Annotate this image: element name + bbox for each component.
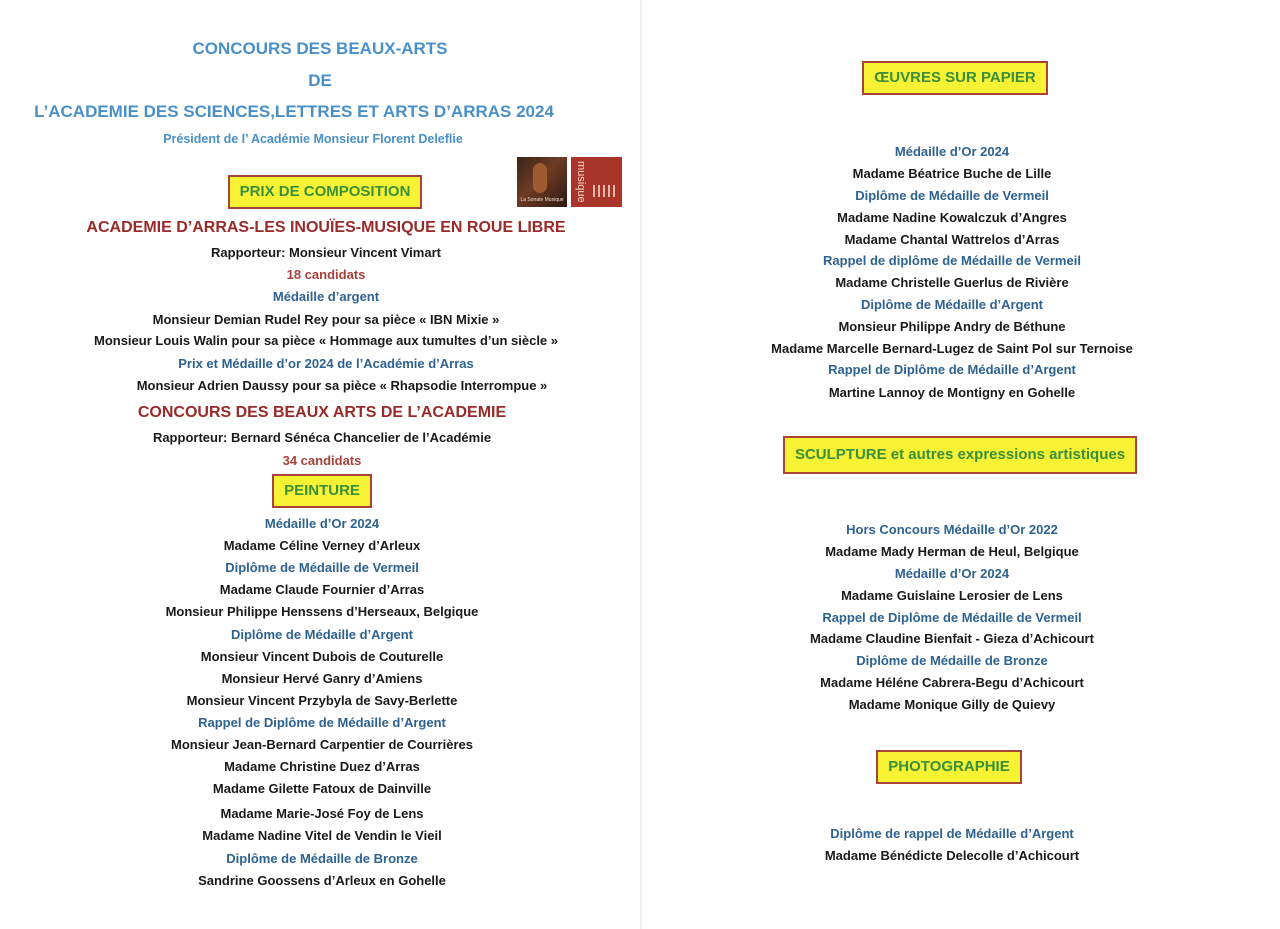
award-diplome-argent: Diplôme de Médaille d’Argent xyxy=(230,627,414,642)
laureate-herman: Madame Mady Herman de Heul, Belgique xyxy=(825,544,1079,559)
award-vermeil: Diplôme de Médaille de Vermeil xyxy=(855,188,1049,203)
laureate-ganry: Monsieur Hervé Ganry d’Amiens xyxy=(221,671,423,686)
award-bronze: Diplôme de Médaille de Bronze xyxy=(226,851,418,866)
laureate-rudel: Monsieur Demian Rudel Rey pour sa pièce « IBN Mixie » xyxy=(152,312,500,327)
president-line: Président de l’ Académie Monsieur Florent Deleflie xyxy=(163,132,463,146)
award-or-2024-sculpture: Médaille d’Or 2024 xyxy=(894,566,1010,581)
box-oeuvres-sur-papier: ŒUVRES SUR PAPIER xyxy=(862,61,1047,95)
rapporteur-arts: Rapporteur: Bernard Sénéca Chancelier de l’Académie xyxy=(152,430,492,445)
section-beaux-arts-title: CONCOURS DES BEAUX ARTS DE L’ACADEMIE xyxy=(137,404,507,421)
laureate-cabrera: Madame Héléne Cabrera-Begu d’Achicourt xyxy=(820,675,1084,690)
award-rappel-argent: Rappel de Diplôme de Médaille d’Argent xyxy=(198,715,446,730)
logo-musique-image: musique xyxy=(571,157,622,207)
laureate-vitel: Madame Nadine Vitel de Vendin le Vieil xyxy=(202,828,442,843)
laureate-walin: Monsieur Louis Walin pour sa pièce « Hommage aux tumultes d’un siècle » xyxy=(93,333,558,348)
rapporteur-music: Rapporteur: Monsieur Vincent Vimart xyxy=(211,245,441,260)
award-hors-concours: Hors Concours Médaille d’Or 2022 xyxy=(846,522,1058,537)
laureate-kowalczuk: Madame Nadine Kowalczuk d’Angres xyxy=(837,210,1067,225)
laureate-duez: Madame Christine Duez d’Arras xyxy=(224,759,420,774)
laureate-andry: Monsieur Philippe Andry de Béthune xyxy=(838,319,1066,334)
laureate-henssens: Monsieur Philippe Henssens d’Herseaux, Belgique xyxy=(165,604,479,619)
laureate-daussy: Monsieur Adrien Daussy pour sa pièce « Rhapsodie Interrompue » xyxy=(136,378,548,393)
candidates-music: 18 candidats xyxy=(286,267,366,282)
candidates-arts: 34 candidats xyxy=(282,453,362,468)
box-peinture: PEINTURE xyxy=(272,474,372,508)
title-line-1: CONCOURS DES BEAUX-ARTS xyxy=(192,39,448,58)
laureate-fournier: Madame Claude Fournier d’Arras xyxy=(219,582,425,597)
laureate-fatoux: Madame Gilette Fatoux de Dainville xyxy=(212,781,432,796)
laureate-verney: Madame Céline Verney d’Arleux xyxy=(223,538,421,553)
laureate-foy: Madame Marie-José Foy de Lens xyxy=(220,806,424,821)
laureate-bienfait: Madame Claudine Bienfait - Gieza d’Achicourt xyxy=(810,631,1094,646)
laureate-dubois: Monsieur Vincent Dubois de Couturelle xyxy=(200,649,444,664)
laureate-bernard-lugez: Madame Marcelle Bernard-Lugez de Saint Pol sur Ternoise xyxy=(771,341,1133,356)
box-sculpture-wrap xyxy=(640,436,1280,474)
laureate-lannoy: Martine Lannoy de Montigny en Gohelle xyxy=(828,385,1076,400)
section-music-title: ACADEMIE D’ARRAS-LES INOUÏES-MUSIQUE EN ROUE LIBRE xyxy=(86,219,566,236)
right-page xyxy=(640,0,1280,929)
laureate-delecolle: Madame Bénédicte Delecolle d’Achicourt xyxy=(824,848,1080,863)
logo-violin-image: La Sonate Musique xyxy=(517,157,567,207)
award-rappel-argent: Rappel de Diplôme de Médaille d’Argent xyxy=(828,362,1076,377)
box-peinture-wrap xyxy=(2,474,642,508)
award-argent: Diplôme de Médaille d’Argent xyxy=(860,297,1044,312)
award-rappel-vermeil: Rappel de diplôme de Médaille de Vermeil xyxy=(823,253,1081,268)
laureate-guerlus: Madame Christelle Guerlus de Rivière xyxy=(835,275,1069,290)
award-or-2024: Médaille d’Or 2024 xyxy=(894,144,1010,159)
award-rappel-argent-photo: Diplôme de rappel de Médaille d’Argent xyxy=(830,826,1074,841)
box-prix-composition: PRIX DE COMPOSITION xyxy=(228,175,423,209)
box-composition-wrap xyxy=(5,175,645,209)
award-or-2024: Médaille d’Or 2024 xyxy=(264,516,380,531)
award-rappel-vermeil-sculpture: Rappel de Diplôme de Médaille de Vermeil xyxy=(822,610,1082,625)
laureate-buche: Madame Béatrice Buche de Lille xyxy=(852,166,1052,181)
title-line-2: DE xyxy=(308,71,332,90)
laureate-lerosier: Madame Guislaine Lerosier de Lens xyxy=(841,588,1063,603)
title-line-3: L’ACADEMIE DES SCIENCES,LETTRES ET ARTS D’ARRAS 2024 xyxy=(34,102,554,121)
laureate-gilly: Madame Monique Gilly de Quievy xyxy=(848,697,1056,712)
award-prix-or: Prix et Médaille d’or 2024 de l’Académie d’Arras xyxy=(178,356,474,371)
laureate-carpentier: Monsieur Jean-Bernard Carpentier de Courrières xyxy=(171,737,473,752)
award-vermeil: Diplôme de Médaille de Vermeil xyxy=(225,560,419,575)
laureate-przybyla: Monsieur Vincent Przybyla de Savy-Berlette xyxy=(186,693,458,708)
box-sculpture: SCULPTURE et autres expressions artistiques xyxy=(783,436,1137,474)
box-photographie: PHOTOGRAPHIE xyxy=(876,750,1021,784)
award-bronze: Diplôme de Médaille de Bronze xyxy=(856,653,1048,668)
award-argent: Médaille d’argent xyxy=(272,289,380,304)
laureate-goossens: Sandrine Goossens d’Arleux en Gohelle xyxy=(198,873,446,888)
box-photo-wrap xyxy=(629,750,1269,784)
laureate-wattrelos: Madame Chantal Wattrelos d’Arras xyxy=(844,232,1060,247)
box-papier-wrap xyxy=(635,61,1275,95)
